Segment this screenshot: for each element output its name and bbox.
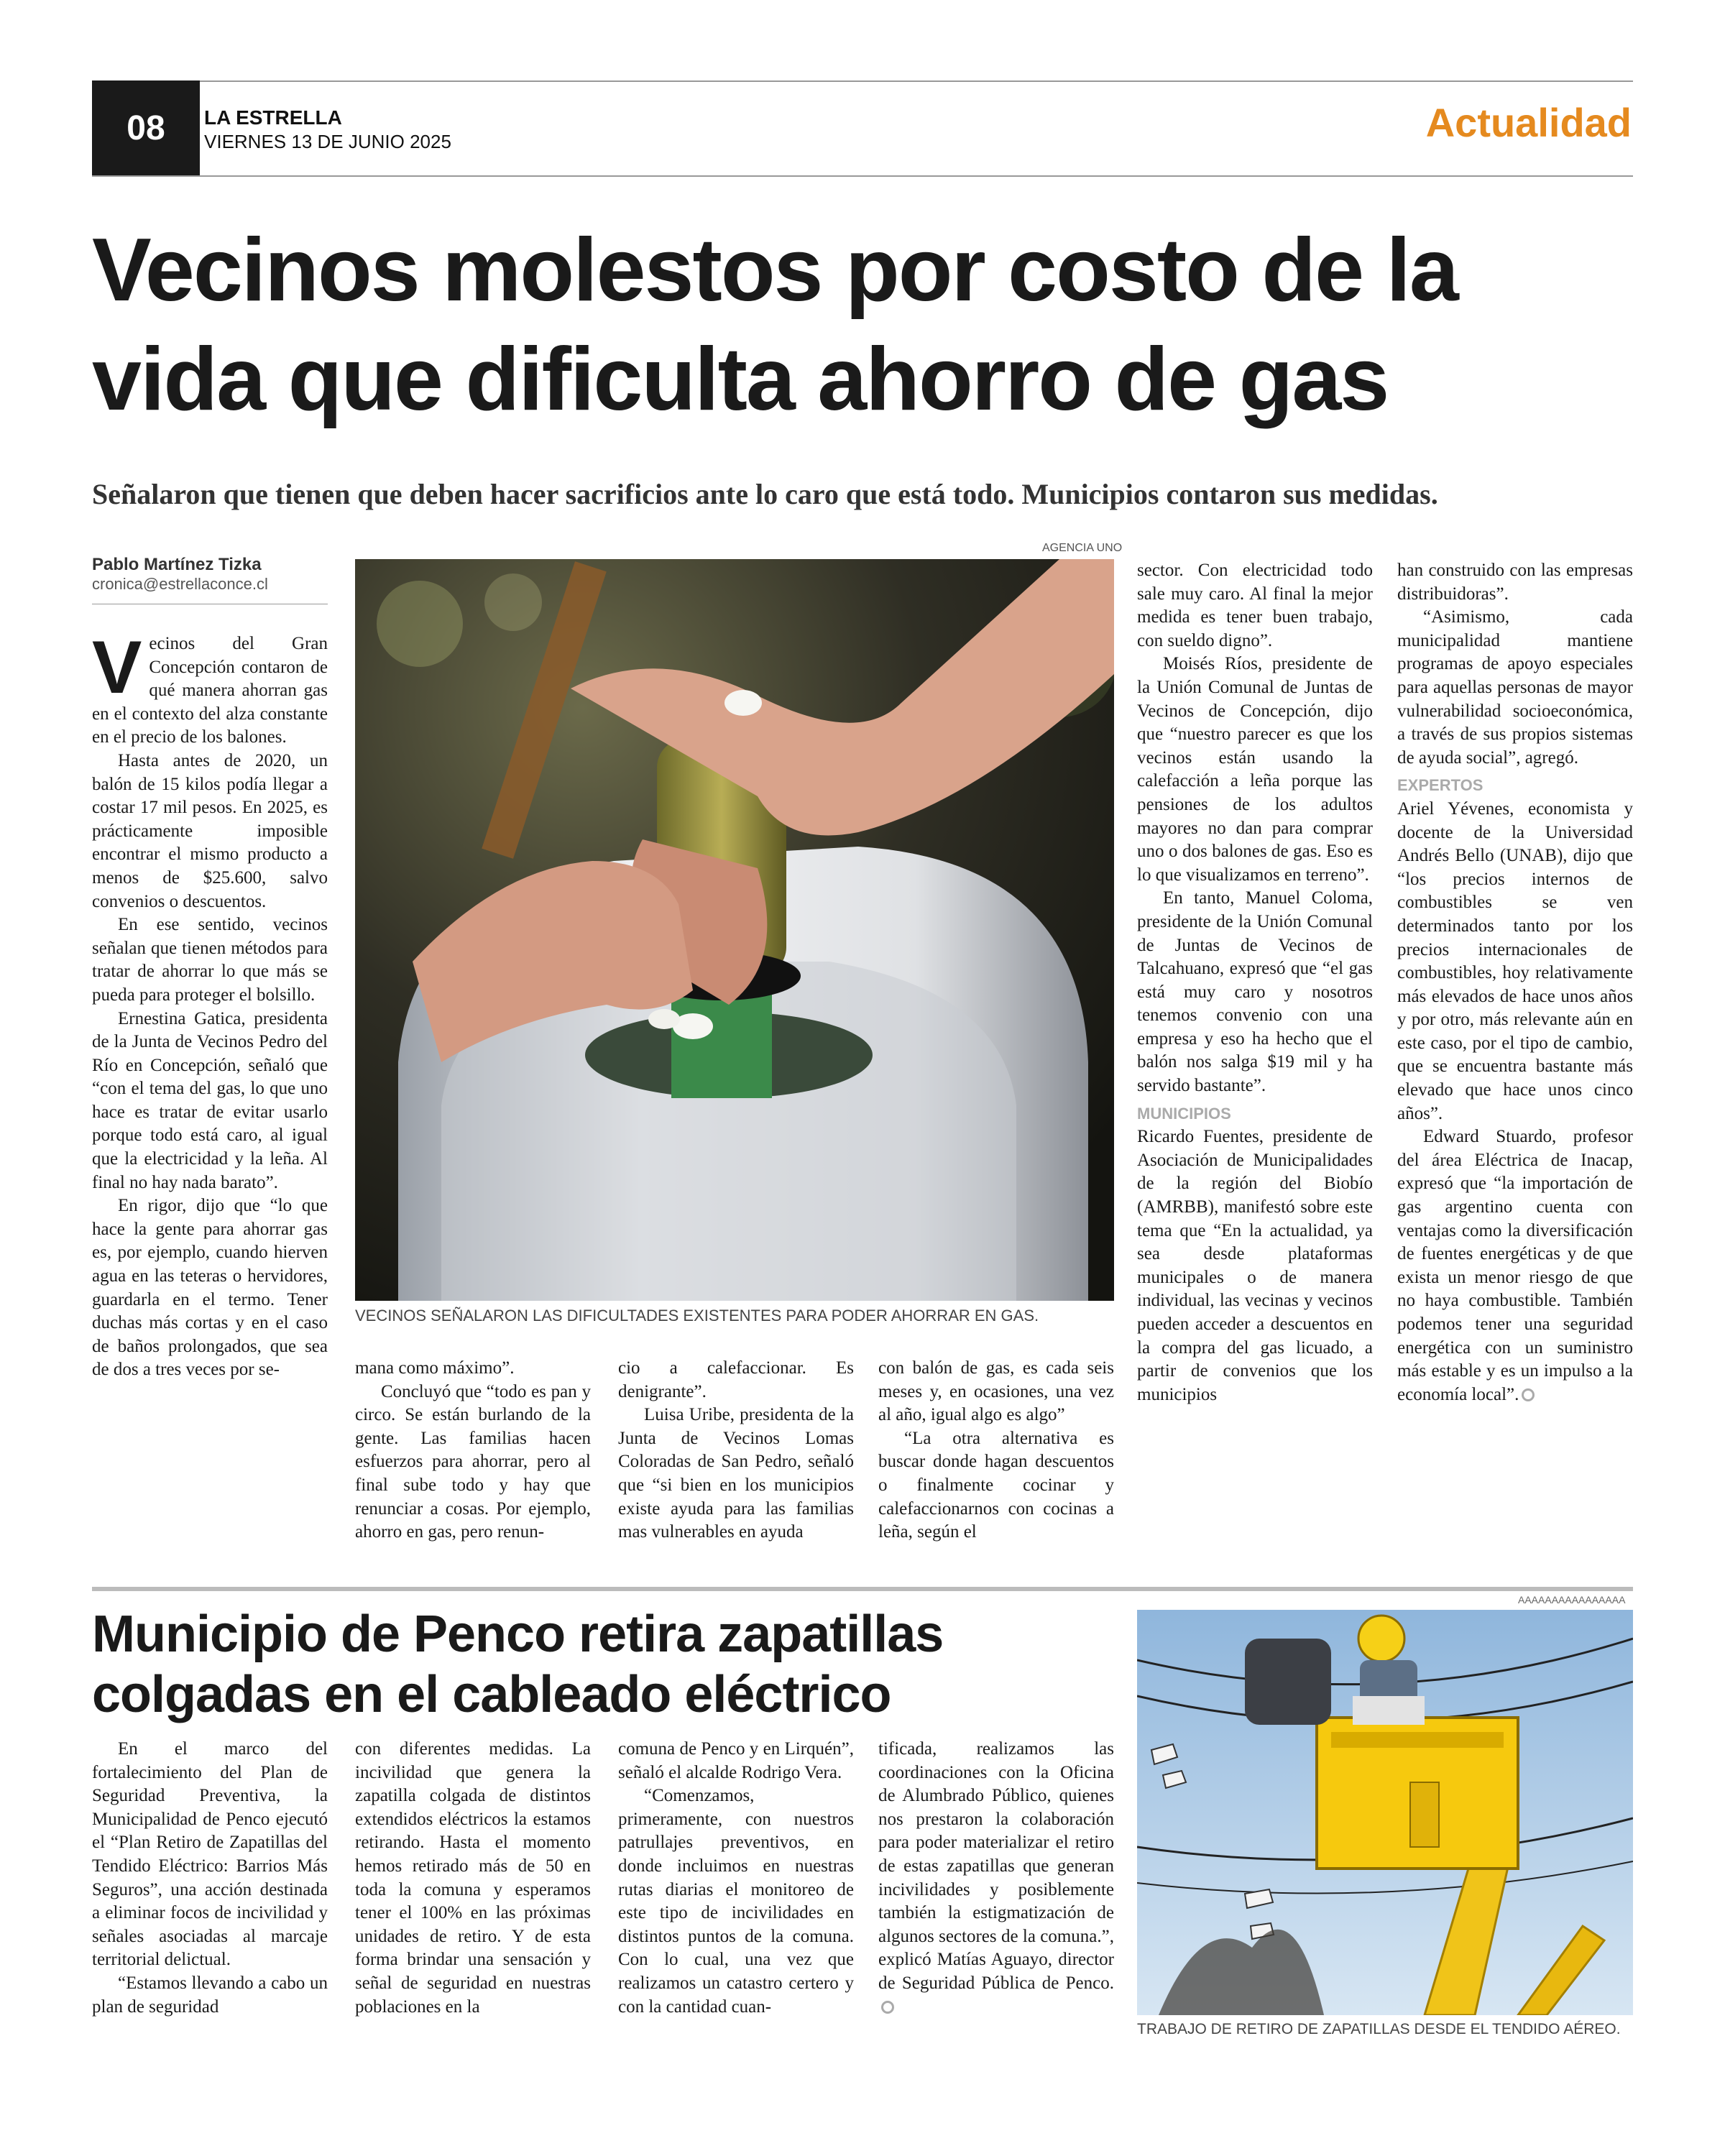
paragraph: cio a calefaccionar. Es denigrante”.	[618, 1358, 854, 1401]
paragraph: “Asimismo, cada municipalidad mantiene programas de apoyo especiales para aquellas personas de mayor vulnerabilidad socioeconómica, a través de sus propios sistemas de ayuda social”, agregó.	[1397, 607, 1633, 768]
article-divider	[92, 1587, 1633, 1591]
paragraph: mana como máximo”.	[355, 1358, 515, 1378]
photo2-credit: AAAAAAAAAAAAAAAA	[1518, 1594, 1626, 1606]
paragraph: Moisés Ríos, presidente de la Unión Comunal de Juntas de Vecinos de Concepción, dijo que “nuestro parecer es que los vecinos están usando la calefacción a leña porque las pensiones de los adultos mayores no dan para comprar uno o dos balones de gas. Eso es lo que visualizamos en terreno”.	[1137, 654, 1373, 885]
paragraph: tificada, realizamos las coordinaciones con la Oficina de Alumbrado Público, quienes nos prestaron la colaboración para poder materializar el retiro de estas zapatillas que generan incivilidades y posiblemente también la estigmatización de algunos sectores de la comuna.”, explicó Matías Aguayo, director de Seguridad Pública de Penco.	[878, 1739, 1114, 1993]
drop-cap: V	[92, 626, 142, 709]
article-column-4	[878, 1357, 1114, 1544]
paragraph: Ricardo Fuentes, presidente de Asociación de Municipalidades de la región del Biobío (AMRBB), manifestó sobre este tema que “En la actualidad, ya sea desde plataformas municipales o de manera individual, las vecinas y vecinos pueden acceder a descuentos en la compra del gas licuado, a partir de convenios que los municipios	[1137, 1127, 1373, 1404]
subtitle-expertos: EXPERTOS	[1397, 776, 1484, 795]
paragraph: En el marco del fortalecimiento del Plan de Seguridad Preventiva, la Municipalidad de Penco ejecutó el “Plan Retiro de Zapatillas del Tendido Eléctrico: Barrios Más Seguros”, una acción destinada a eliminar focos de incivilidad y señales asociadas al marcaje territorial delictual.	[92, 1739, 328, 1970]
newspaper-name: LA ESTRELLA	[204, 106, 342, 129]
paragraph: sector. Con electricidad todo sale muy caro. Al final la mejor medida es tener buen trabajo, con sueldo digno”.	[1137, 561, 1373, 650]
paragraph: comuna de Penco y en Lirquén”, señaló el alcalde Rodrigo Vera.	[618, 1739, 854, 1782]
subtitle-municipios: MUNICIPIOS	[1137, 1104, 1231, 1123]
article-headline: Vecinos molestos por costo de la vida que dificulta ahorro de gas	[92, 221, 1458, 429]
article-column-2	[355, 1357, 591, 1544]
page-number: 08	[92, 80, 200, 175]
end-of-article-icon	[1522, 1388, 1535, 1401]
paragraph: “Estamos llevando a cabo un plan de seguridad	[92, 1973, 328, 2017]
paragraph: Ernestina Gatica, presidenta de la Junta de Vecinos Pedro del Río en Concepción, señaló que “con el tema del gas, lo que uno hace es tratar de evitar usarlo porque todo está caro, al igual que la electricidad y la leña. Al final no hay nada barato”.	[92, 1008, 328, 1192]
byline-email: cronica@estrellaconce.cl	[92, 575, 268, 593]
header-top-rule	[92, 80, 1633, 82]
article-subhead: Señalaron que tienen que deben hacer sacrificios ante lo caro que está todo. Municipios contaron sus medidas.	[92, 478, 1438, 510]
photo2-caption: TRABAJO DE RETIRO DE ZAPATILLAS DESDE EL TENDIDO AÉREO.	[1137, 2021, 1621, 2037]
article2-column-4	[878, 1738, 1114, 2019]
header-rule	[92, 175, 1633, 177]
byline-author: Pablo Martínez Tizka	[92, 555, 262, 574]
article2-headline: Municipio de Penco retira zapatillas colgadas en el cableado eléctrico	[92, 1606, 944, 1723]
section-label: Actualidad	[1425, 100, 1632, 145]
paragraph: “Comenzamos, primeramente, con nuestros patrullajes preventivos, en donde incluimos en nuestras rutas diarias el monitoreo de este tipo de incivilidades en distintos puntos de la comuna. Con lo cual, una vez que realizamos un catastro certero y con la cantidad cuan-	[618, 1786, 854, 2017]
paragraph: con balón de gas, es cada seis meses y, en ocasiones, una vez al año, igual algo es algo”	[878, 1358, 1114, 1425]
article-column-6	[1397, 559, 1633, 1406]
paragraph: Ariel Yévenes, economista y docente de la Universidad Andrés Bello (UNAB), dijo que “los precios internos de combustibles se ven determinados tanto por los precios internacionales de combustibles, hoy relativamente más elevados de hace unos años y por otro, más relevante aún en este caso, por el tipo de cambio, que se encuentra bastante más elevado que hace unos cinco años”.	[1397, 798, 1633, 1123]
paragraph: En ese sentido, vecinos señalan que tienen métodos para tratar de ahorrar lo que más se pueda para proteger el bolsillo.	[92, 915, 328, 1005]
paragraph: Edward Stuardo, profesor del área Eléctrica de Inacap, expresó que “la importación de gas argentino cuenta con ventajas como la diversificación de fuentes energéticas y de que exista un menor riesgo de que no haya combustible. También podemos tener una seguridad energética con un suministro más estable y es un impulso a la economía local”.	[1397, 1127, 1633, 1404]
article-column-5	[1137, 559, 1373, 1406]
article2-column-3	[618, 1738, 854, 2019]
photo-credit: AGENCIA UNO	[1042, 542, 1123, 554]
gas-cylinder-illustration	[355, 559, 1114, 1301]
bucket-truck-illustration	[1137, 1610, 1633, 2015]
photo-caption: VECINOS SEÑALARON LAS DIFICULTADES EXISTENTES PARA PODER AHORRAR EN GAS.	[355, 1307, 1039, 1325]
paragraph: han construido con las empresas distribuidoras”.	[1397, 561, 1633, 604]
paragraph: En tanto, Manuel Coloma, presidente de la Unión Comunal de Juntas de Vecinos de Talcahuano, expresó que “el gas está muy caro y nosotros tenemos convenio con una empresa y eso ha hecho que el balón nos salga $19 mil y ha servido bastante”.	[1137, 888, 1373, 1096]
paragraph: Hasta antes de 2020, un balón de 15 kilos podía llegar a costar 17 mil pesos. En 2025, es prácticamente imposible encontrar el mismo producto a menos de $25.600, salvo convenios o descuentos.	[92, 750, 328, 911]
paragraph: Concluyó que “todo es pan y circo. Se están burlando de la gente. Las familias hacen esfuerzos para ahorrar, pero al final sube todo y hay que renunciar a cosas. Por ejemplo, ahorro en gas, pero renun-	[355, 1381, 591, 1542]
article2-column-2	[355, 1738, 591, 2019]
paragraph: En rigor, dijo que “lo que hace la gente para ahorrar gas es, por ejemplo, cuando hierven agua en las teteras o hervidores, guardarla en el termo. Tener duchas más cortas y en el caso de baños prolongados, que sea de dos a tres veces por se-	[92, 1196, 328, 1380]
issue-date: VIERNES 13 DE JUNIO 2025	[204, 131, 451, 152]
cable-workers-photo	[1137, 1610, 1633, 2015]
end-of-article-icon	[881, 2001, 894, 2014]
paragraph: ecinos del Gran Concepción contaron de qué manera ahorran gas en el contexto del alza constante en el precio de los balones.	[92, 634, 328, 747]
article2-column-1	[92, 1738, 328, 2019]
paragraph: con diferentes medidas. La incivilidad que genera la zapatilla colgada de distintos extendidos eléctricos la estamos retirando. Hasta el momento hemos retirado más de 50 en toda la comuna y esperamos tener el 100% en las próximas unidades de retiro. Y de esta forma brindar una sensación y señal de seguridad en nuestras poblaciones en la	[355, 1739, 591, 2017]
article-column-1	[92, 626, 328, 1382]
gas-cylinder-photo	[355, 559, 1114, 1301]
paragraph: “La otra alternativa es buscar donde hagan descuentos o finalmente cocinar y calefaccionarnos con cocinas a leña, según el	[878, 1428, 1114, 1542]
article-column-3	[618, 1357, 854, 1544]
paragraph: Luisa Uribe, presidenta de la Junta de Vecinos Lomas Coloradas de San Pedro, señaló que “si bien en los municipios existe ayuda para las familias mas vulnerables en ayuda	[618, 1405, 854, 1542]
